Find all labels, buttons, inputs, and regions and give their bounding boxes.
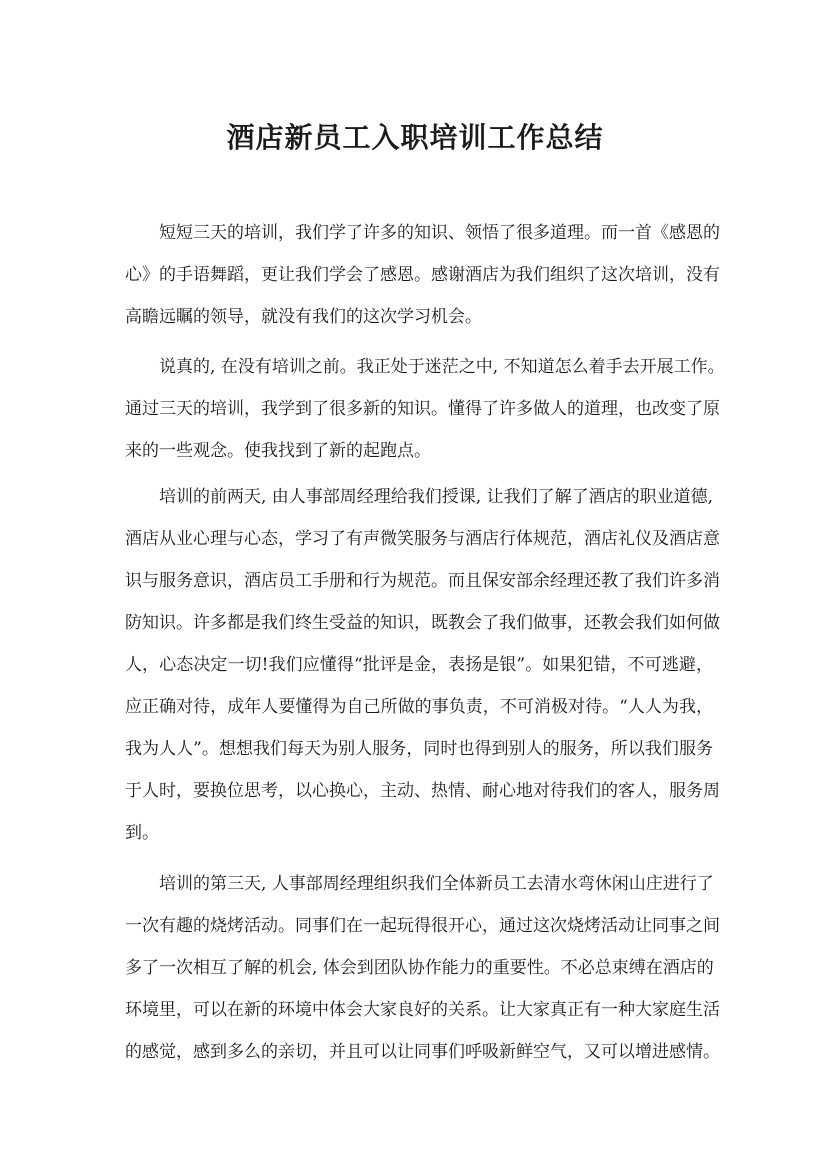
text-line: 到。 (125, 823, 159, 843)
text-line: 说真的, 在没有培训之前。我正处于迷茫之中, 不知道怎么着手去开展工作。 (159, 357, 725, 377)
text-line: 培训的第三天, 人事部周经理组织我们全体新员工去清水弯休闲山庄进行了 (159, 874, 714, 894)
text-line: 环境里，可以在新的环境中体会大家良好的关系。让大家真正有一种大家庭生活 (125, 1000, 720, 1020)
text-line: 我为人人”。想想我们每天为别人服务，同时也得到别人的服务，所以我们服务 (125, 739, 713, 759)
text-line: 培训的前两天, 由人事部周经理给我们授课, 让我们了解了酒店的职业道德, (159, 487, 714, 507)
text-line: 多了一次相互了解的机会, 体会到团队协作能力的重要性。不必总束缚在酒店的 (125, 958, 714, 978)
text-line: 防知识。许多都是我们终生受益的知识，既教会了我们做事，还教会我们如何做 (125, 613, 720, 633)
paragraph-1 (125, 212, 720, 338)
text-line: 应正确对待，成年人要懂得为自己所做的事负责，不可消极对待。“人人为我， (125, 697, 713, 717)
text-line: 酒店从业心理与心态，学习了有声微笑服务与酒店行体规范，酒店礼仪及酒店意 (125, 529, 720, 549)
text-line: 来的一些观念。使我找到了新的起跑点。 (125, 441, 431, 461)
text-line: 高瞻远瞩的领导，就没有我们的这次学习机会。 (125, 307, 482, 327)
paragraph-4 (125, 863, 720, 1073)
document-title: 酒店新员工入职培训工作总结 (226, 121, 604, 154)
text-line: 短短三天的培训，我们学了许多的知识、领悟了很多道理。而一首《感恩的 (159, 223, 720, 243)
text-line: 心》的手语舞蹈，更让我们学会了感恩。感谢酒店为我们组织了这次培训，没有 (125, 265, 720, 285)
paragraph-3 (125, 476, 720, 854)
paragraph-2 (125, 346, 725, 472)
text-line: 于人时，要换位思考，以心换心，主动、热情、耐心地对待我们的客人，服务周 (125, 781, 720, 801)
text-line: 人，心态决定一切!我们应懂得“批评是金，表扬是银”。如果犯错，不可逃避， (125, 655, 713, 675)
text-line: 一次有趣的烧烤活动。同事们在一起玩得很开心，通过这次烧烤活动让同事之间 (125, 916, 720, 936)
text-line: 识与服务意识，酒店员工手册和行为规范。而且保安部余经理还教了我们许多消 (125, 571, 720, 591)
text-line: 的感觉，感到多么的亲切，并且可以让同事们呼吸新鲜空气，又可以增进感情。 (125, 1042, 720, 1062)
text-line: 通过三天的培训，我学到了很多新的知识。懂得了许多做人的道理，也改变了原 (125, 399, 720, 419)
